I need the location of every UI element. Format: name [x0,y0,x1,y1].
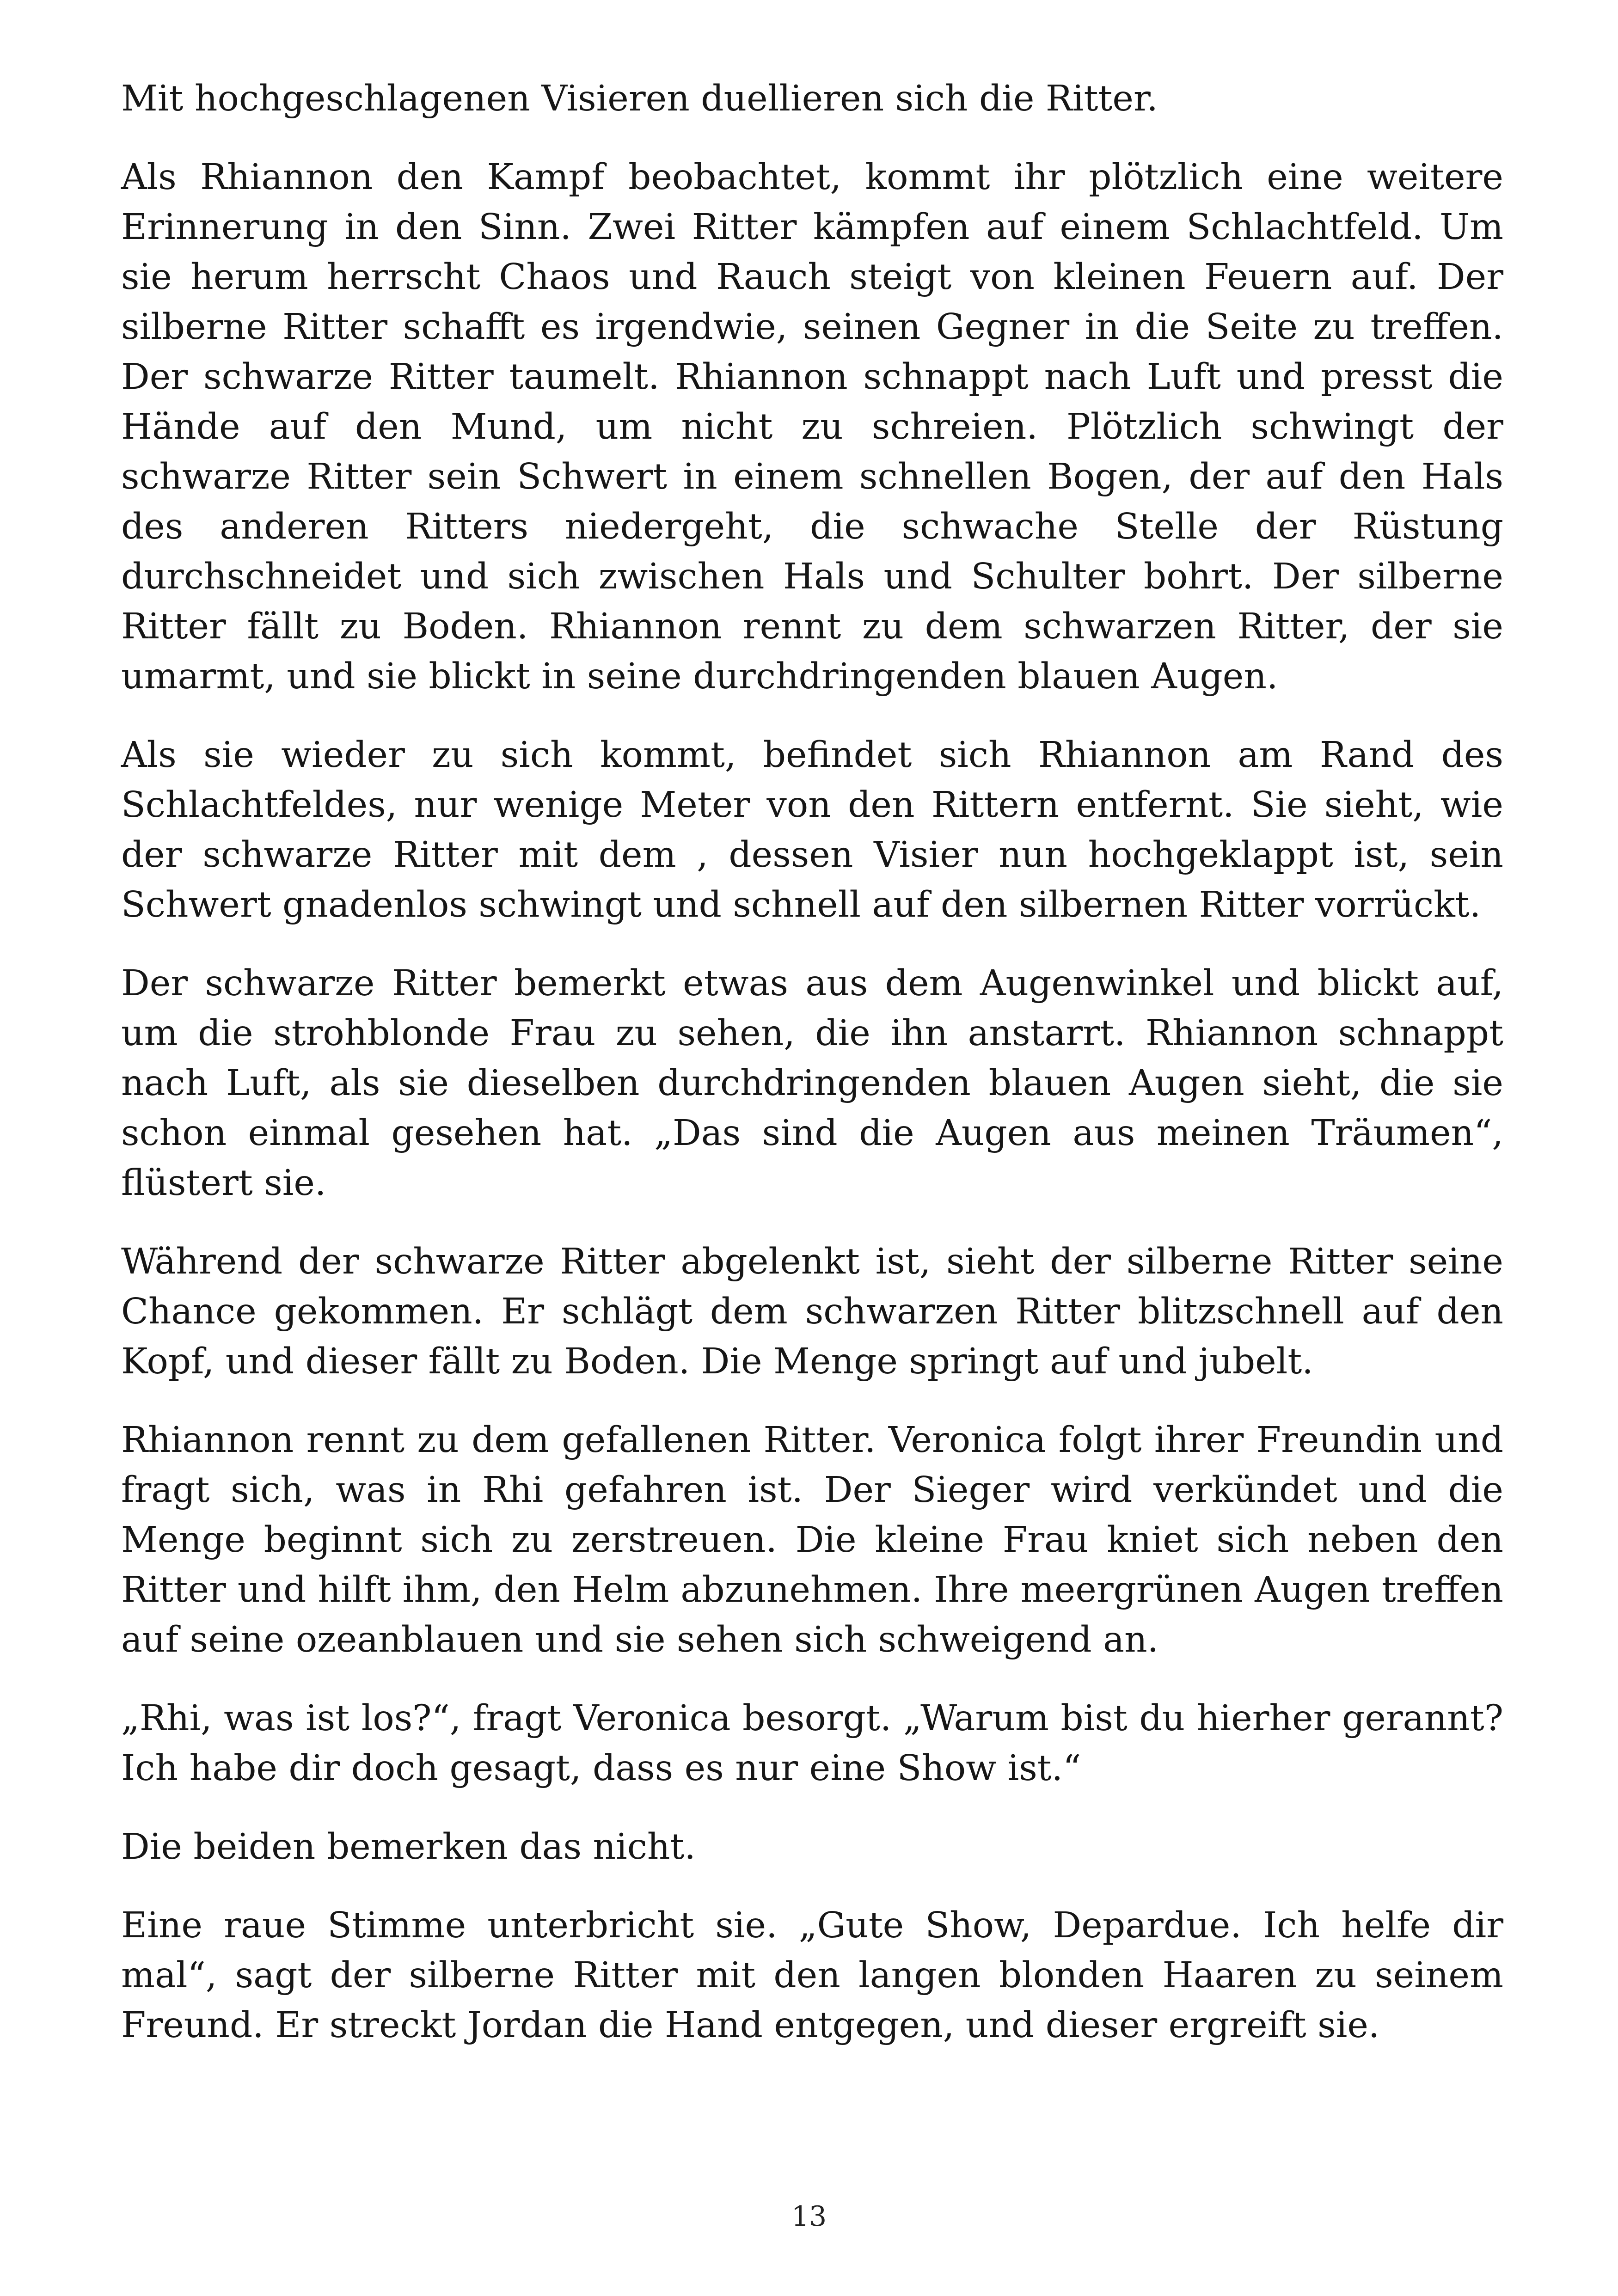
paragraph: „Rhi, was ist los?“, fragt Veronica besorgt. „Warum bist du hierher gerannt? Ich habe dir doch gesagt, dass es nur eine Show ist.“ [121,1698,1503,1789]
paragraph: Mit hochgeschlagenen Visieren duellieren sich die Ritter. [121,78,1158,119]
page-body [121,74,1503,2079]
paragraph: Als sie wieder zu sich kommt, befindet sich Rhiannon am Rand des Schlachtfeldes, nur wenige Meter von den Rittern entfernt. Sie sieht, wie der schwarze Ritter mit dem , dessen Visier nun hochgeklappt ist, sein Schwert gnadenlos schwingt und schnell auf den silbernen Ritter vorrückt. [121,735,1503,925]
paragraph: Während der schwarze Ritter abgelenkt ist, sieht der silberne Ritter seine Chance gekommen. Er schlägt dem schwarzen Ritter blitzschnell auf den Kopf, und dieser fällt zu Boden. Die Menge springt auf und jubelt. [121,1241,1503,1382]
paragraph: Eine raue Stimme unterbricht sie. „Gute Show, Depardue. Ich helfe dir mal“, sagt der silberne Ritter mit den langen blonden Haaren zu seinem Freund. Er streckt Jordan die Hand entgegen, und dieser ergreift sie. [121,1905,1503,2046]
page-number: 13 [791,2200,827,2233]
paragraph: Rhiannon rennt zu dem gefallenen Ritter. Veronica folgt ihrer Freundin und fragt sich, was in Rhi gefahren ist. Der Sieger wird verkündet und die Menge beginnt sich zu zerstreuen. Die kleine Frau kniet sich neben den Ritter und hilft ihm, den Helm abzunehmen. Ihre meergrünen Augen treffen auf seine ozeanblauen und sie sehen sich schweigend an. [121,1420,1503,1660]
paragraph: Der schwarze Ritter bemerkt etwas aus dem Augenwinkel und blickt auf, um die strohblonde Frau zu sehen, die ihn anstarrt. Rhiannon schnappt nach Luft, als sie dieselben durchdringenden blauen Augen sieht, die sie schon einmal gesehen hat. „Das sind die Augen aus meinen Träumen“, flüstert sie. [121,963,1503,1204]
paragraph: Als Rhiannon den Kampf beobachtet, kommt ihr plötzlich eine weitere Erinnerung in den Sinn. Zwei Ritter kämpfen auf einem Schlachtfeld. Um sie herum herrscht Chaos und Rauch steigt von kleinen Feuern auf. Der silberne Ritter schafft es irgendwie, seinen Gegner in die Seite zu treffen. Der schwarze Ritter taumelt. Rhiannon schnappt nach Luft und presst die Hände auf den Mund, um nicht zu schreien. Plötzlich schwingt der schwarze Ritter sein Schwert in einem schnellen Bogen, der auf den Hals des anderen Ritters niedergeht, die schwache Stelle der Rüstung durchschneidet und sich zwischen Hals und Schulter bohrt. Der silberne Ritter fällt zu Boden. Rhiannon rennt zu dem schwarzen Ritter, der sie umarmt, und sie blickt in seine durchdringenden blauen Augen. [121,157,1503,697]
paragraph: Die beiden bemerken das nicht. [121,1826,696,1867]
